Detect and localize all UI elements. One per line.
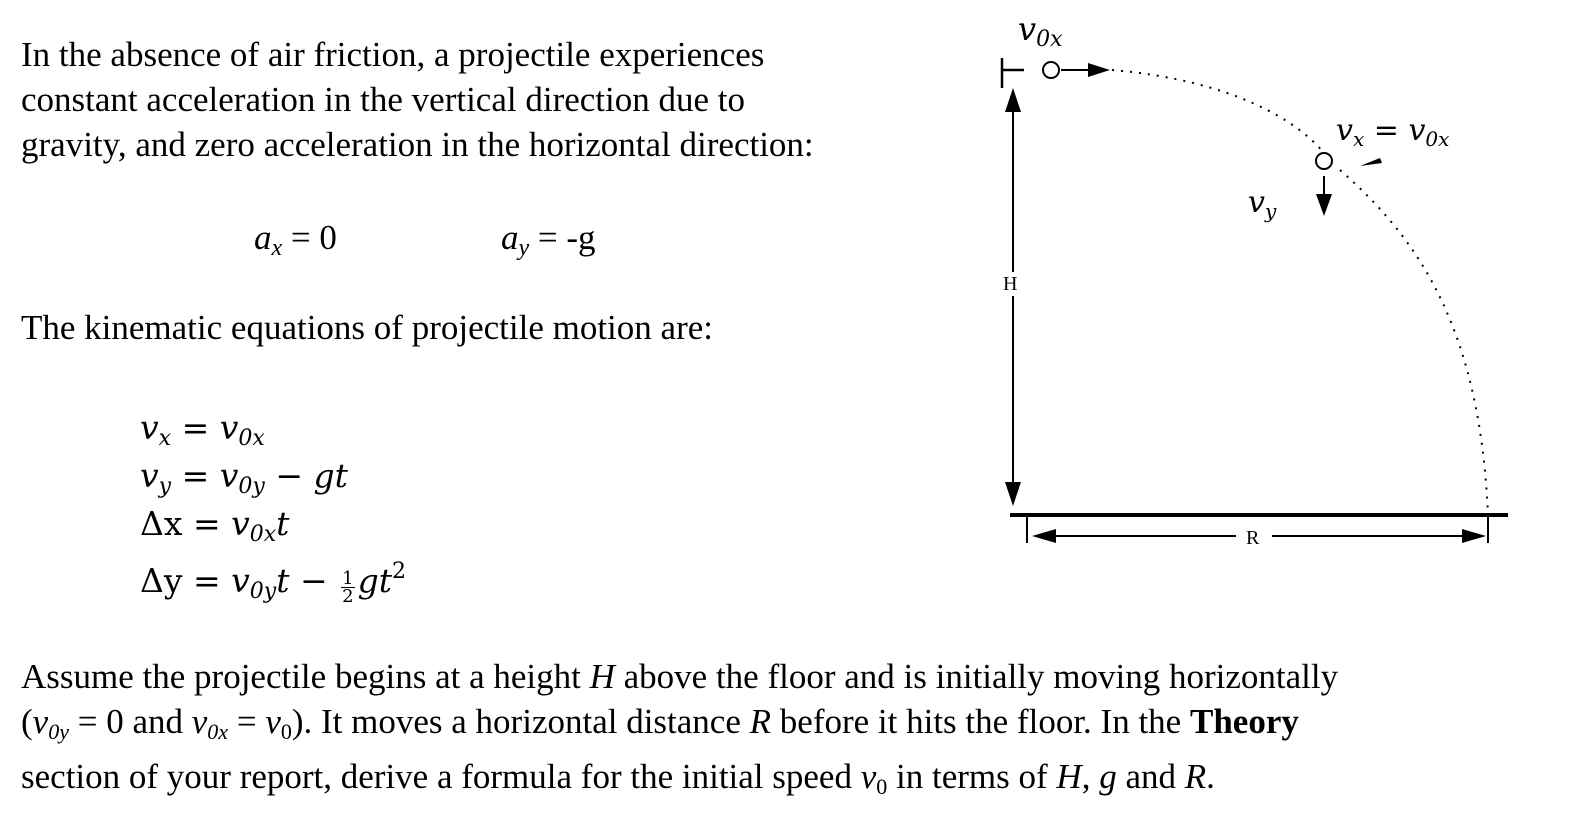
label-vx-eq-v0x: $v_x = v_{0x}$ (1336, 113, 1450, 151)
assume-line-2: ($v_{0y} = 0$ and $v_{0x} = v_0$). It moves a horizontal distance R before it hits the floor. In the Theory (21, 702, 1299, 744)
intro-line-2: constant acceleration in the vertical direction due to (21, 80, 745, 119)
intro-line-3: gravity, and zero acceleration in the horizontal direction: (21, 125, 814, 164)
accel-x-equation: $a_x = 0$ (254, 218, 337, 261)
assume-paragraph (21, 654, 1561, 809)
intro-line-1: In the absence of air friction, a projectile experiences (21, 35, 765, 74)
equation-dx: $\Delta x = v_{0x}t$ (140, 504, 290, 547)
v0x-arrow (1061, 63, 1110, 77)
projectile-midflight (1316, 153, 1332, 169)
vy-arrow (1316, 176, 1332, 216)
equation-dy: $\Delta y = v_{0y}t$ − $\frac{1}{2}$ $gt^2$ (140, 559, 406, 607)
projectile-start (1043, 62, 1059, 78)
accel-y-equation: $a_y = -g$ (501, 218, 596, 261)
equation-vy: $v_y = v_{0y}$ − gt (140, 456, 348, 499)
label-v0x: v0x (1018, 10, 1063, 52)
equation-vx: $v_x = v_{0x}$ (140, 408, 265, 451)
launch-platform (1002, 58, 1024, 88)
vx-arrow (1360, 158, 1382, 166)
label-H: H (1003, 273, 1018, 295)
label-R: R (1246, 527, 1260, 549)
label-vy: $v_y$ (1248, 185, 1277, 223)
assume-line-1: Assume the projectile begins at a height H above the floor and is initially moving horizontally (21, 657, 1339, 696)
assume-line-3: section of your report, derive a formula for the initial speed $v_0$ in terms of H, g and R. (21, 757, 1215, 799)
kinematics-title: The kinematic equations of projectile motion are: (21, 308, 713, 347)
fraction-one-half: $\frac{1}{2}$ (342, 568, 354, 607)
height-arrow (1005, 88, 1021, 506)
